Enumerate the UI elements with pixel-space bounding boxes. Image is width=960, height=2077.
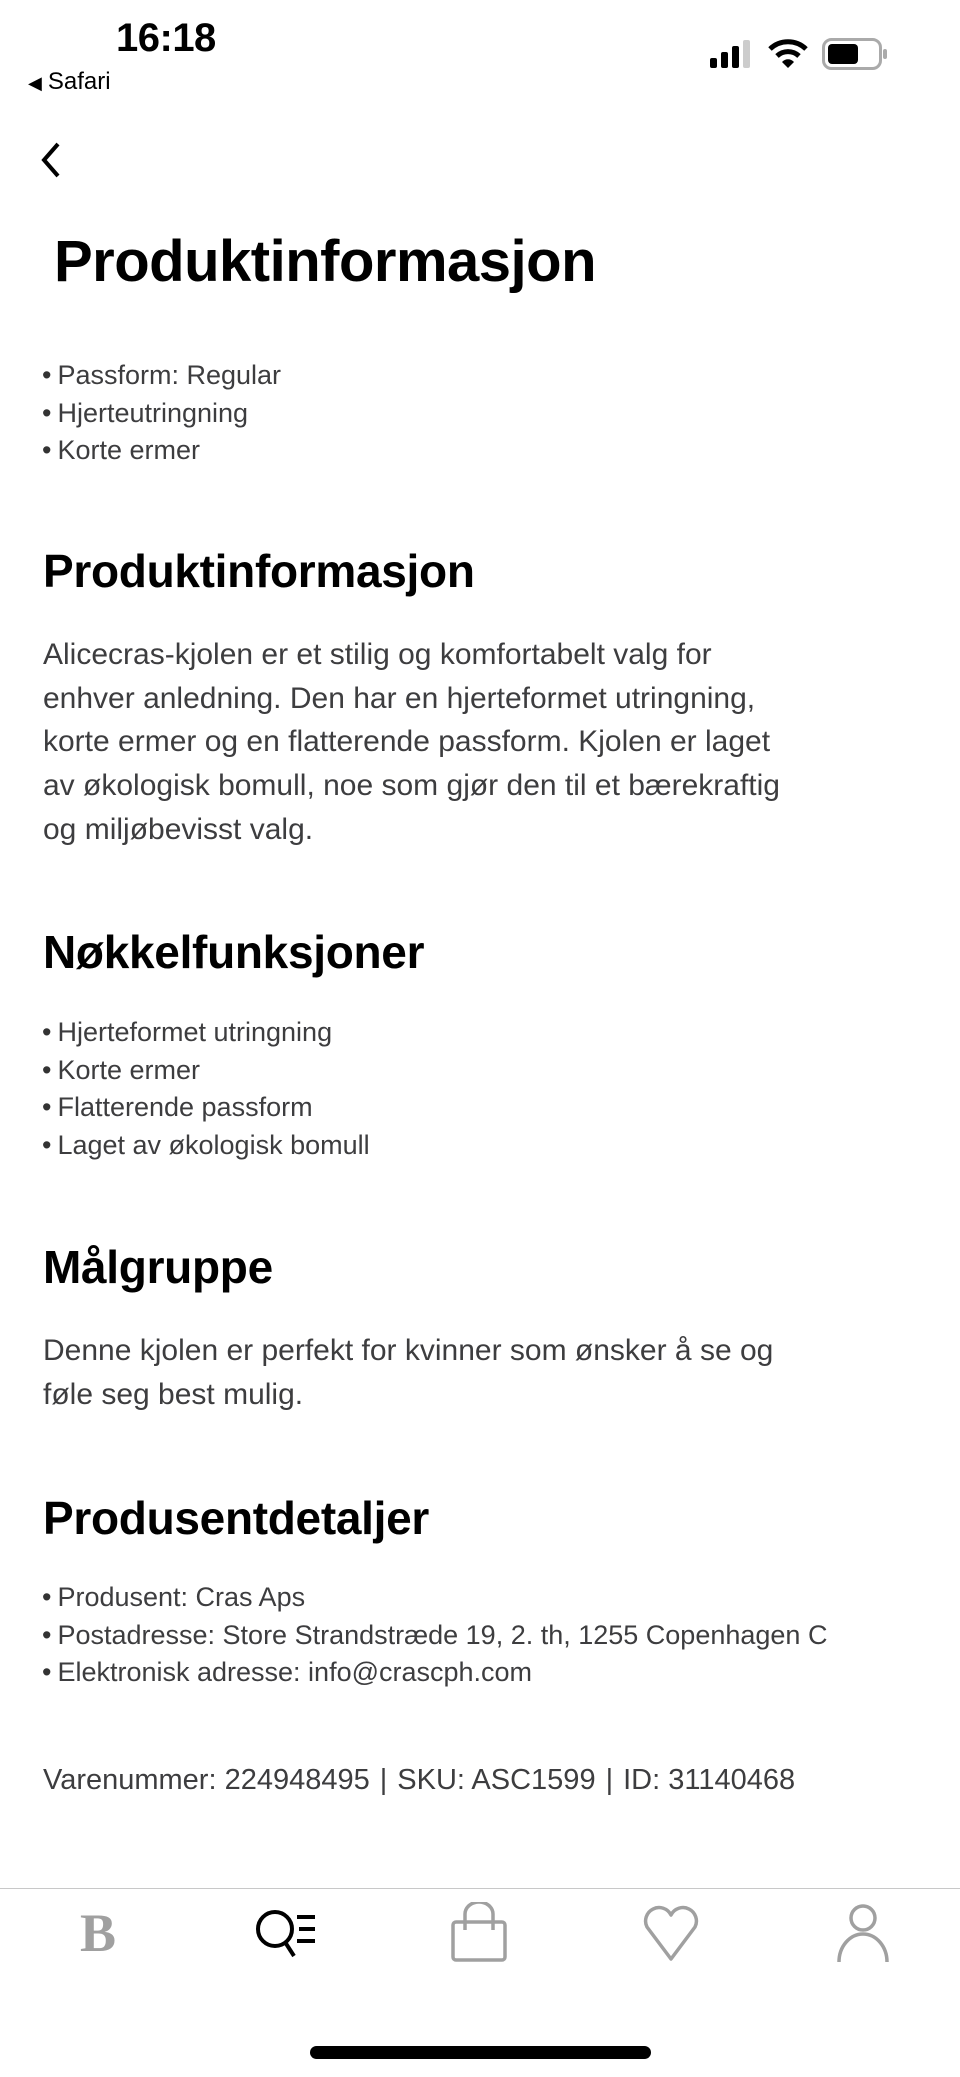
- section-heading-info: Produktinformasjon: [43, 545, 475, 597]
- tab-bar-divider: [0, 1888, 960, 1889]
- profile-icon: [835, 1902, 891, 1964]
- text-line: Alicecras-kjolen er et stilig og komfortabelt valg for: [43, 638, 712, 671]
- list-item: • Korte ermer: [42, 432, 281, 470]
- signal-icon: [710, 40, 754, 68]
- back-triangle-icon: ◀: [28, 73, 42, 93]
- text-line: av økologisk bomull, noe som gjør den til et bærekraftig: [43, 769, 780, 803]
- status-time: 16:18: [116, 16, 216, 60]
- battery-icon: [822, 38, 888, 70]
- page-title: Produktinformasjon: [54, 229, 597, 294]
- section-heading-audience: Målgruppe: [43, 1241, 273, 1293]
- back-app-label: Safari: [47, 68, 111, 95]
- list-item: • Hjerteformet utringning: [42, 1014, 370, 1052]
- separator: |: [379, 1764, 388, 1796]
- text-line: Denne kjolen er perfekt for kvinner som ønsker å se og: [43, 1334, 774, 1367]
- list-item: • Laget av økologisk bomull: [42, 1127, 370, 1165]
- list-item: • Flatterende passform: [42, 1089, 370, 1127]
- search-menu-icon: [253, 1903, 319, 1963]
- home-indicator[interactable]: [310, 2046, 651, 2059]
- section-heading-manufacturer: Produsentdetaljer: [43, 1492, 429, 1544]
- text-line: enhver anledning. Den har en hjerteformet utringning,: [43, 681, 756, 715]
- wifi-icon: [768, 39, 808, 69]
- text-line: korte ermer og en flatterende passform. Kjolen er laget: [43, 725, 771, 759]
- sku: SKU: ASC1599: [397, 1764, 596, 1796]
- shopping-bag-icon: [449, 1902, 509, 1964]
- item-number: Varenummer: 224948495: [43, 1764, 370, 1796]
- list-item: • Elektronisk adresse: info@crascph.com: [42, 1654, 827, 1692]
- back-chevron-icon[interactable]: [36, 140, 70, 180]
- tab-home[interactable]: [63, 1900, 133, 1966]
- audience-paragraph: [43, 1329, 773, 1416]
- back-to-safari[interactable]: [28, 68, 111, 96]
- product-identifiers: [43, 1764, 795, 1797]
- list-item: • Passform: Regular: [42, 357, 281, 395]
- list-item: • Korte ermer: [42, 1052, 370, 1090]
- list-item: • Hjerteutringning: [42, 395, 281, 433]
- list-item: • Postadresse: Store Strandstræde 19, 2. th, 1255 Copenhagen C: [42, 1617, 827, 1655]
- product-id: ID: 31140468: [623, 1764, 796, 1796]
- tab-favorites[interactable]: [636, 1900, 706, 1966]
- list-item: • Produsent: Cras Aps: [42, 1579, 827, 1617]
- tab-search[interactable]: [251, 1900, 321, 1966]
- status-icons: [710, 38, 888, 70]
- intro-bullets: [42, 357, 281, 470]
- section-heading-features: Nøkkelfunksjoner: [43, 926, 425, 978]
- info-paragraph: [43, 633, 780, 852]
- text-line: og miljøbevisst valg.: [43, 812, 314, 846]
- tab-profile[interactable]: [828, 1900, 898, 1966]
- manufacturer-list: [42, 1579, 827, 1692]
- heart-icon: [641, 1903, 701, 1963]
- separator: |: [605, 1764, 614, 1796]
- text-line: føle seg best mulig.: [43, 1377, 304, 1411]
- tab-bag[interactable]: [444, 1900, 514, 1966]
- home-logo-icon: B: [79, 1903, 117, 1963]
- features-list: [42, 1014, 370, 1165]
